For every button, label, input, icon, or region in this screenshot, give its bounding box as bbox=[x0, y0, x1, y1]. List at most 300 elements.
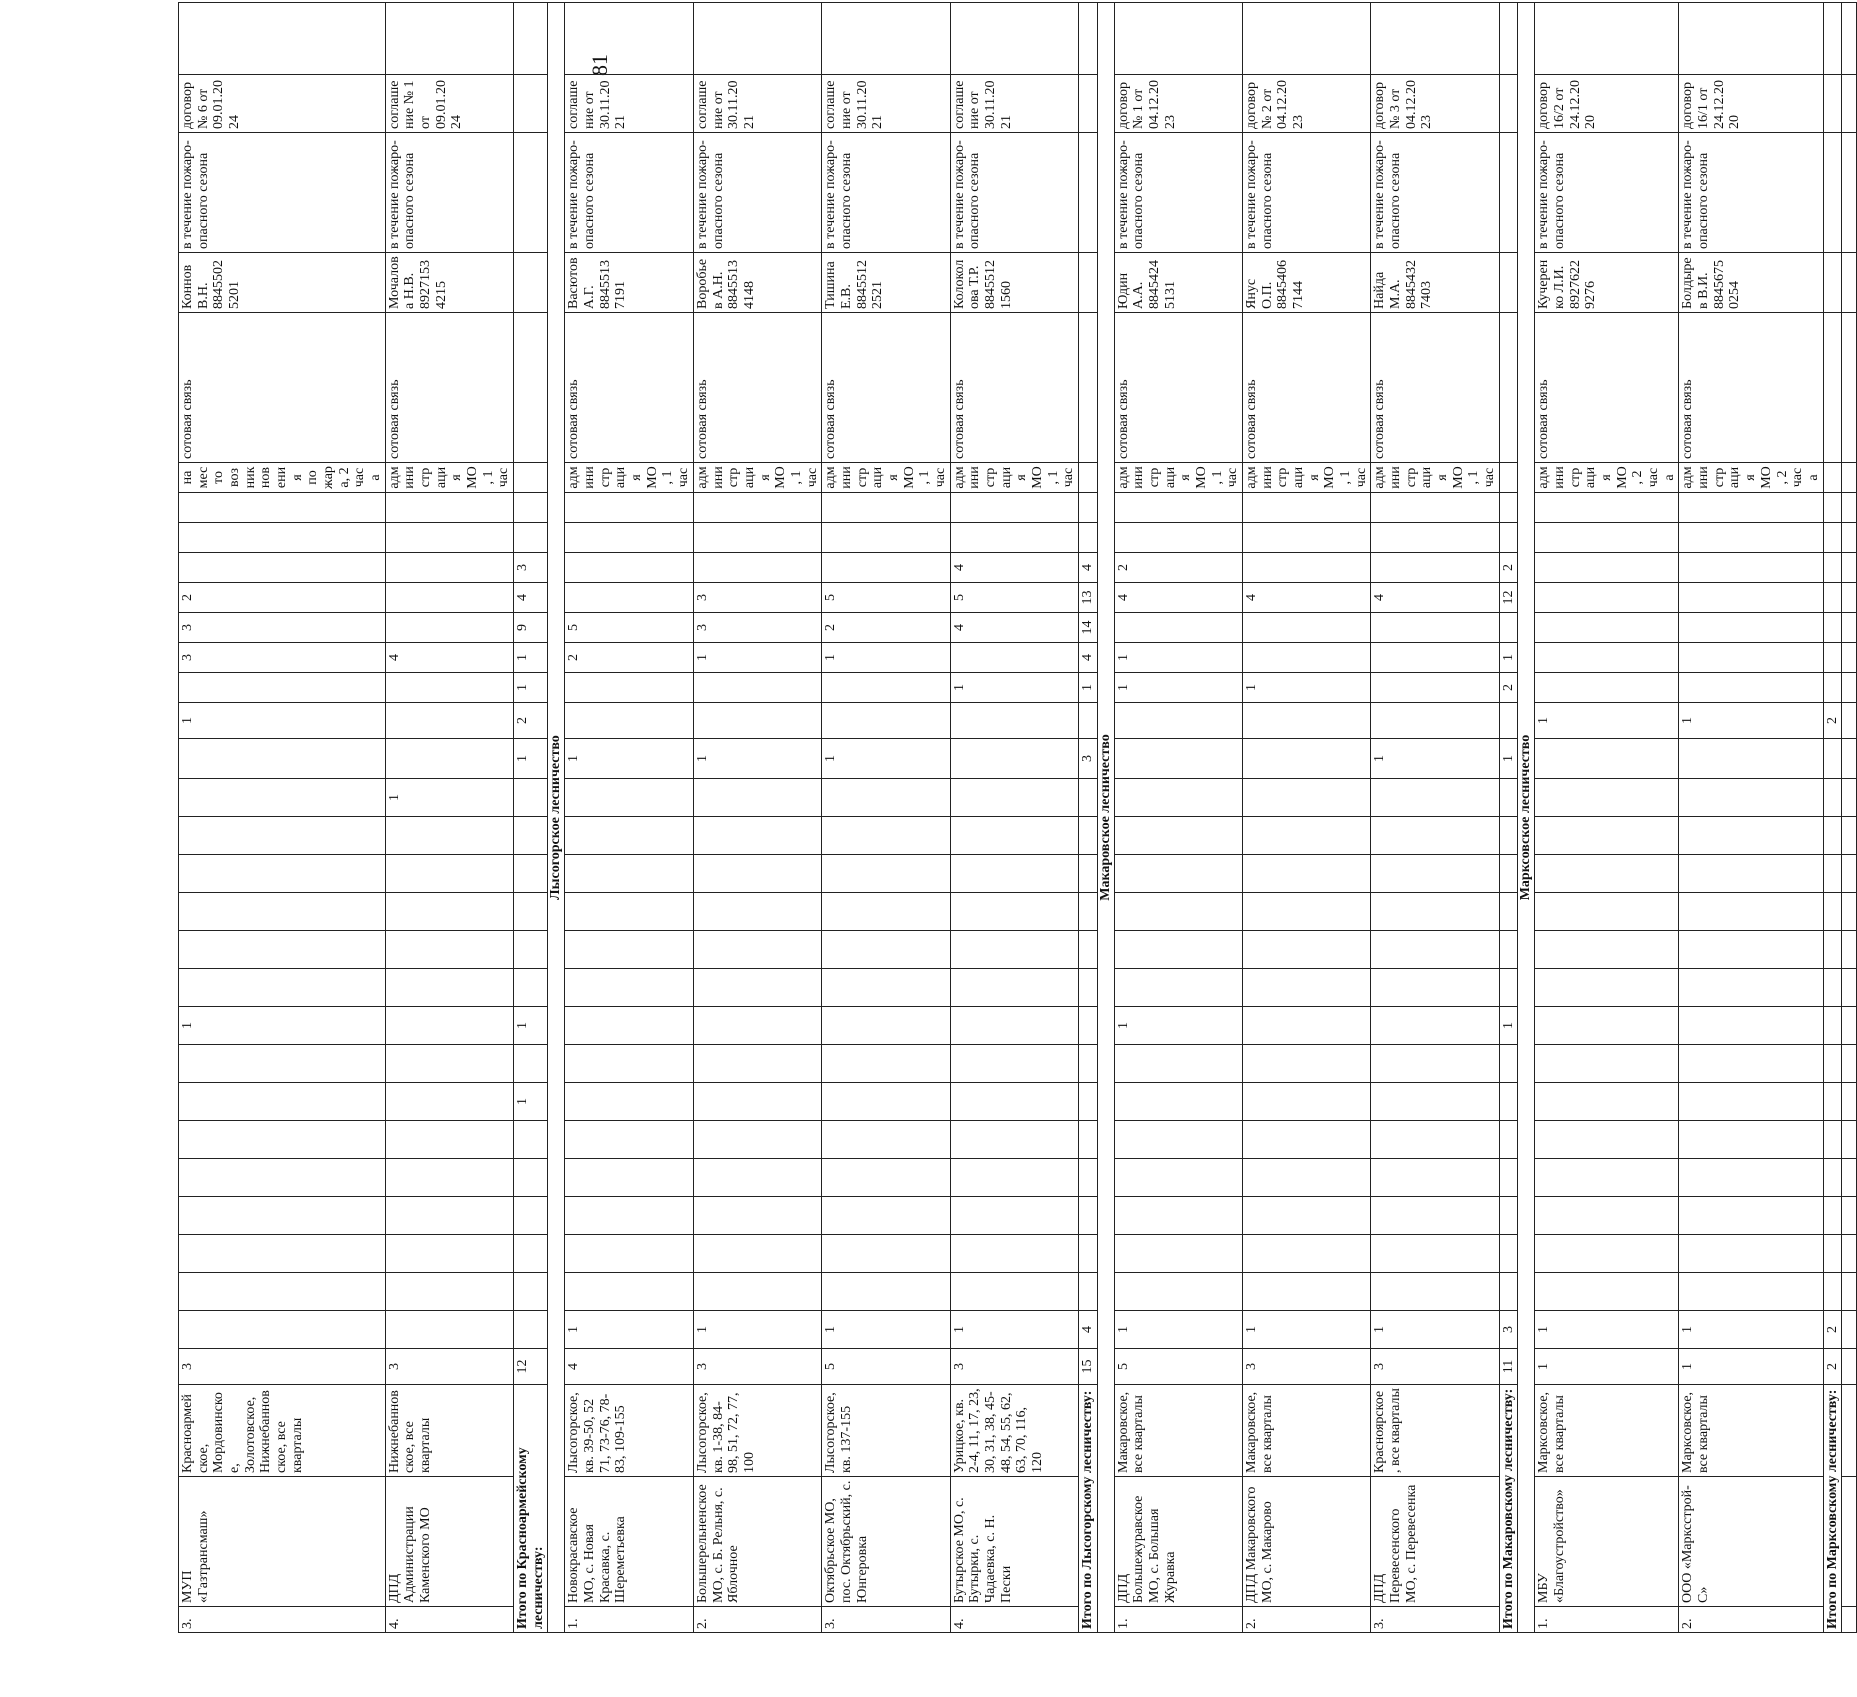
table-row bbox=[1078, 3, 1097, 1633]
count-cell bbox=[693, 1159, 821, 1197]
row-number: 2. bbox=[1243, 1607, 1371, 1633]
count-cell bbox=[950, 1159, 1078, 1197]
count-cell bbox=[565, 969, 693, 1007]
service-area: Красноармейское, Мордовинское, Золотовское, Нижнебанновское, все кварталы bbox=[179, 1385, 386, 1477]
count-cell: 5 bbox=[822, 1349, 950, 1385]
service-area: Урицкое, кв. 2-4, 11, 17, 23, 30, 31, 38, 45-48, 54, 55, 62, 63, 70, 116, 120 bbox=[950, 1385, 1078, 1477]
count-cell bbox=[693, 553, 821, 583]
count-cell bbox=[179, 553, 386, 583]
count-cell: 4 bbox=[514, 583, 548, 613]
count-cell bbox=[1078, 779, 1097, 817]
empty-cell bbox=[1679, 3, 1823, 75]
count-cell bbox=[385, 703, 513, 739]
count-cell bbox=[1371, 969, 1499, 1007]
count-cell bbox=[1114, 969, 1242, 1007]
count-cell bbox=[385, 1197, 513, 1235]
empty-cell bbox=[1842, 313, 1857, 463]
count-cell bbox=[1499, 1159, 1518, 1197]
forces-table bbox=[178, 2, 1857, 1633]
empty-cell bbox=[514, 313, 548, 463]
availability-period: в течение пожаро-опасного сезона bbox=[1114, 133, 1242, 253]
count-cell: 9 bbox=[514, 613, 548, 643]
count-cell: 4 bbox=[385, 643, 513, 673]
count-cell bbox=[514, 1159, 548, 1197]
responsible-person: Колоколова Т.Р. 88455121560 bbox=[950, 253, 1078, 313]
count-cell bbox=[693, 1235, 821, 1273]
count-cell bbox=[1371, 1235, 1499, 1273]
count-cell bbox=[1371, 1083, 1499, 1121]
count-cell bbox=[1243, 523, 1371, 553]
count-cell bbox=[1243, 1197, 1371, 1235]
count-cell bbox=[1679, 817, 1823, 855]
count-cell bbox=[1535, 817, 1679, 855]
count-cell bbox=[385, 739, 513, 779]
count-cell bbox=[822, 673, 950, 703]
availability-period: в течение пожаро-опасного сезона bbox=[950, 133, 1078, 253]
count-cell: 4 bbox=[1243, 583, 1371, 613]
count-cell bbox=[1535, 493, 1679, 523]
empty-cell bbox=[1823, 75, 1842, 133]
count-cell bbox=[1823, 739, 1842, 779]
count-cell bbox=[565, 673, 693, 703]
count-cell bbox=[693, 493, 821, 523]
count-cell bbox=[693, 1007, 821, 1045]
count-cell bbox=[385, 1007, 513, 1045]
count-cell bbox=[385, 855, 513, 893]
count-cell: 5 bbox=[565, 613, 693, 643]
count-cell bbox=[822, 779, 950, 817]
count-cell bbox=[1243, 1083, 1371, 1121]
empty-cell bbox=[514, 3, 548, 75]
count-cell bbox=[1243, 1159, 1371, 1197]
count-cell bbox=[1679, 1083, 1823, 1121]
count-cell: 3 bbox=[693, 1349, 821, 1385]
count-cell bbox=[1499, 523, 1518, 553]
count-cell bbox=[1535, 1197, 1679, 1235]
count-cell bbox=[1243, 779, 1371, 817]
count-cell bbox=[950, 1121, 1078, 1159]
count-cell bbox=[1823, 1083, 1842, 1121]
row-number: 3. bbox=[179, 1607, 386, 1633]
service-area: Макаровское, все кварталы bbox=[1114, 1385, 1242, 1477]
organization-name: ДПД Администрации Каменского МО bbox=[385, 1477, 513, 1607]
forestry-header: Макаровское лесничество bbox=[1097, 3, 1114, 1633]
count-cell bbox=[1499, 1083, 1518, 1121]
count-cell bbox=[1114, 1235, 1242, 1273]
agreement-document: соглашение от 30.11.2021 bbox=[822, 75, 950, 133]
empty-cell bbox=[693, 3, 821, 75]
empty-cell bbox=[1499, 463, 1518, 493]
count-cell bbox=[514, 779, 548, 817]
count-cell: 3 bbox=[693, 613, 821, 643]
agreement-document: соглашение от 30.11.2021 bbox=[565, 75, 693, 133]
count-cell: 3 bbox=[179, 1349, 386, 1385]
responsible-person: Юдин А.А. 88454245131 bbox=[1114, 253, 1242, 313]
empty-cell bbox=[1823, 133, 1842, 253]
count-cell bbox=[950, 1045, 1078, 1083]
count-cell bbox=[1243, 931, 1371, 969]
row-number: 2. bbox=[693, 1607, 821, 1633]
count-cell bbox=[1823, 1197, 1842, 1235]
count-cell bbox=[1823, 523, 1842, 553]
empty-cell bbox=[1842, 893, 1857, 931]
count-cell bbox=[1371, 613, 1499, 643]
empty-cell bbox=[1842, 643, 1857, 673]
count-cell bbox=[822, 703, 950, 739]
count-cell bbox=[950, 855, 1078, 893]
count-cell: 12 bbox=[1499, 583, 1518, 613]
count-cell bbox=[179, 1273, 386, 1311]
organization-name: МУП «Газтрансмаш» bbox=[179, 1477, 386, 1607]
count-cell bbox=[1499, 1273, 1518, 1311]
agreement-document: договор 16/1 от 24.12.2020 bbox=[1679, 75, 1823, 133]
count-cell bbox=[1114, 1045, 1242, 1083]
count-cell bbox=[385, 1121, 513, 1159]
count-cell bbox=[179, 1159, 386, 1197]
empty-cell bbox=[385, 3, 513, 75]
empty-cell bbox=[1842, 75, 1857, 133]
count-cell bbox=[385, 673, 513, 703]
count-cell: 1 bbox=[1243, 673, 1371, 703]
count-cell: 2 bbox=[822, 613, 950, 643]
empty-cell bbox=[1078, 75, 1097, 133]
table-row bbox=[1371, 3, 1499, 1633]
count-cell bbox=[1114, 739, 1242, 779]
count-cell bbox=[1371, 817, 1499, 855]
count-cell bbox=[514, 855, 548, 893]
count-cell bbox=[1499, 1045, 1518, 1083]
count-cell bbox=[1078, 817, 1097, 855]
count-cell bbox=[950, 779, 1078, 817]
count-cell: 1 bbox=[1679, 1311, 1823, 1349]
count-cell bbox=[1823, 1235, 1842, 1273]
count-cell bbox=[514, 1235, 548, 1273]
count-cell bbox=[565, 493, 693, 523]
count-cell bbox=[1535, 1045, 1679, 1083]
count-cell: 2 bbox=[514, 703, 548, 739]
count-cell bbox=[950, 1083, 1078, 1121]
count-cell bbox=[1114, 1273, 1242, 1311]
count-cell bbox=[179, 1083, 386, 1121]
count-cell bbox=[693, 1273, 821, 1311]
count-cell: 1 bbox=[822, 643, 950, 673]
empty-cell bbox=[1842, 1311, 1857, 1349]
empty-cell bbox=[1842, 673, 1857, 703]
empty-cell bbox=[1823, 313, 1842, 463]
empty-cell bbox=[565, 3, 693, 75]
count-cell: 3 bbox=[1499, 1311, 1518, 1349]
responsible-person: Янус О.П. 88454067144 bbox=[1243, 253, 1371, 313]
empty-cell bbox=[1842, 969, 1857, 1007]
table-row bbox=[1535, 3, 1679, 1633]
count-cell bbox=[1535, 1083, 1679, 1121]
count-cell bbox=[1371, 1159, 1499, 1197]
count-cell bbox=[1679, 1007, 1823, 1045]
count-cell bbox=[1371, 893, 1499, 931]
count-cell bbox=[1114, 703, 1242, 739]
arrival-destination: администрация МО, 1 час bbox=[1371, 463, 1499, 493]
count-cell: 5 bbox=[822, 583, 950, 613]
count-cell: 1 bbox=[1535, 703, 1679, 739]
count-cell bbox=[1243, 1007, 1371, 1045]
count-cell bbox=[385, 1235, 513, 1273]
count-cell bbox=[950, 643, 1078, 673]
count-cell bbox=[822, 523, 950, 553]
count-cell: 1 bbox=[514, 673, 548, 703]
count-cell bbox=[1823, 613, 1842, 643]
responsible-person: Найда М.А. 88454327403 bbox=[1371, 253, 1499, 313]
count-cell: 2 bbox=[1499, 673, 1518, 703]
count-cell bbox=[1535, 523, 1679, 553]
organization-name: ДПД Макаровского МО, с. Макарово bbox=[1243, 1477, 1371, 1607]
arrival-destination: администрация МО, 1 час bbox=[565, 463, 693, 493]
organization-name: Бутырское МО, с. Бутырки, с. Чадаевка, с. Н. Пески bbox=[950, 1477, 1078, 1607]
count-cell: 1 bbox=[1371, 1311, 1499, 1349]
count-cell bbox=[950, 703, 1078, 739]
count-cell bbox=[1078, 855, 1097, 893]
count-cell bbox=[1679, 1273, 1823, 1311]
count-cell bbox=[385, 1273, 513, 1311]
arrival-destination: администрация МО, 1 час bbox=[822, 463, 950, 493]
forestry-header: Лысогорское лесничество bbox=[548, 3, 565, 1633]
responsible-person: Болдырев В.И. 88456750254 bbox=[1679, 253, 1823, 313]
empty-cell bbox=[1842, 779, 1857, 817]
count-cell bbox=[1078, 1045, 1097, 1083]
count-cell bbox=[1078, 1273, 1097, 1311]
empty-cell bbox=[514, 463, 548, 493]
empty-cell bbox=[1842, 1273, 1857, 1311]
count-cell bbox=[1078, 893, 1097, 931]
table-row bbox=[1243, 3, 1371, 1633]
count-cell bbox=[693, 931, 821, 969]
empty-cell bbox=[1499, 133, 1518, 253]
communication-type: сотовая связь bbox=[1679, 313, 1823, 463]
count-cell bbox=[385, 493, 513, 523]
count-cell bbox=[1679, 1159, 1823, 1197]
responsible-person: Васютов А.Г. 88455137191 bbox=[565, 253, 693, 313]
empty-cell bbox=[1842, 613, 1857, 643]
count-cell bbox=[693, 893, 821, 931]
count-cell bbox=[1535, 931, 1679, 969]
count-cell bbox=[179, 855, 386, 893]
count-cell bbox=[1371, 703, 1499, 739]
row-number: 4. bbox=[385, 1607, 513, 1633]
empty-cell bbox=[1842, 133, 1857, 253]
count-cell: 4 bbox=[1078, 1311, 1097, 1349]
count-cell: 1 bbox=[1078, 673, 1097, 703]
count-cell bbox=[1078, 931, 1097, 969]
organization-name: ООО «Марксстрой-С» bbox=[1679, 1477, 1823, 1607]
count-cell bbox=[1114, 855, 1242, 893]
count-cell bbox=[514, 931, 548, 969]
count-cell bbox=[1243, 703, 1371, 739]
count-cell: 1 bbox=[1371, 739, 1499, 779]
count-cell bbox=[1823, 931, 1842, 969]
communication-type: сотовая связь bbox=[1114, 313, 1242, 463]
table-row bbox=[548, 3, 565, 1633]
count-cell bbox=[565, 1121, 693, 1159]
count-cell bbox=[514, 969, 548, 1007]
count-cell: 3 bbox=[1078, 739, 1097, 779]
rotated-table-container bbox=[178, 43, 1840, 1633]
empty-cell bbox=[1842, 931, 1857, 969]
count-cell bbox=[1243, 493, 1371, 523]
empty-cell bbox=[1842, 1349, 1857, 1385]
count-cell: 4 bbox=[1114, 583, 1242, 613]
count-cell: 2 bbox=[179, 583, 386, 613]
count-cell bbox=[565, 1083, 693, 1121]
count-cell: 1 bbox=[693, 1311, 821, 1349]
count-cell: 1 bbox=[950, 673, 1078, 703]
count-cell bbox=[1499, 931, 1518, 969]
total-label: Итого по Красноармейскому лесничеству: bbox=[514, 1385, 548, 1633]
count-cell bbox=[822, 1083, 950, 1121]
empty-cell bbox=[1842, 703, 1857, 739]
count-cell: 1 bbox=[385, 779, 513, 817]
empty-cell bbox=[1842, 463, 1857, 493]
count-cell bbox=[1823, 1159, 1842, 1197]
count-cell bbox=[693, 703, 821, 739]
count-cell bbox=[1823, 1007, 1842, 1045]
count-cell bbox=[693, 969, 821, 1007]
count-cell bbox=[1823, 1045, 1842, 1083]
empty-cell bbox=[1499, 313, 1518, 463]
count-cell bbox=[179, 523, 386, 553]
count-cell bbox=[1679, 969, 1823, 1007]
total-label: Итого по Лысогорскому лесничеству: bbox=[1078, 1385, 1097, 1633]
arrival-destination: на место возникновения пожара, 2 часа bbox=[179, 463, 386, 493]
count-cell bbox=[1535, 613, 1679, 643]
count-cell bbox=[179, 1197, 386, 1235]
count-cell bbox=[822, 855, 950, 893]
count-cell bbox=[1823, 583, 1842, 613]
table-row bbox=[514, 3, 548, 1633]
empty-cell bbox=[1078, 463, 1097, 493]
count-cell bbox=[1114, 893, 1242, 931]
organization-name: Октябрьское МО, пос. Октябрьский, с. Юнгеровка bbox=[822, 1477, 950, 1607]
count-cell bbox=[693, 1045, 821, 1083]
empty-cell bbox=[1842, 523, 1857, 553]
count-cell bbox=[1371, 779, 1499, 817]
count-cell bbox=[179, 1045, 386, 1083]
count-cell bbox=[1679, 739, 1823, 779]
count-cell bbox=[179, 1121, 386, 1159]
count-cell bbox=[822, 931, 950, 969]
count-cell bbox=[950, 817, 1078, 855]
count-cell: 14 bbox=[1078, 613, 1097, 643]
count-cell bbox=[1679, 931, 1823, 969]
count-cell bbox=[1823, 1273, 1842, 1311]
count-cell bbox=[1499, 703, 1518, 739]
availability-period: в течение пожаро-опасного сезона bbox=[385, 133, 513, 253]
communication-type: сотовая связь bbox=[950, 313, 1078, 463]
empty-cell bbox=[1823, 253, 1842, 313]
count-cell: 4 bbox=[950, 613, 1078, 643]
row-number: 1. bbox=[565, 1607, 693, 1633]
count-cell bbox=[1679, 523, 1823, 553]
service-area: Нижнебанновское, все кварталы bbox=[385, 1385, 513, 1477]
count-cell bbox=[693, 1197, 821, 1235]
organization-name: ДПД Большежуравское МО, с. Большая Журавка bbox=[1114, 1477, 1242, 1607]
count-cell bbox=[514, 493, 548, 523]
count-cell: 2 bbox=[1823, 1311, 1842, 1349]
count-cell: 1 bbox=[1499, 739, 1518, 779]
count-cell bbox=[1371, 643, 1499, 673]
agreement-document: договор № 1 от 04.12.2023 bbox=[1114, 75, 1242, 133]
arrival-destination: администрация МО, 1 час bbox=[385, 463, 513, 493]
count-cell bbox=[1078, 523, 1097, 553]
count-cell: 3 bbox=[385, 1349, 513, 1385]
count-cell bbox=[1243, 643, 1371, 673]
empty-cell bbox=[1499, 3, 1518, 75]
count-cell bbox=[1078, 1083, 1097, 1121]
count-cell bbox=[950, 739, 1078, 779]
empty-cell bbox=[1243, 3, 1371, 75]
empty-cell bbox=[179, 3, 386, 75]
empty-cell bbox=[1078, 133, 1097, 253]
count-cell bbox=[822, 493, 950, 523]
table-row bbox=[179, 3, 386, 1633]
count-cell bbox=[1535, 1007, 1679, 1045]
count-cell: 2 bbox=[1499, 553, 1518, 583]
empty-cell bbox=[1842, 1007, 1857, 1045]
count-cell: 1 bbox=[1114, 673, 1242, 703]
count-cell bbox=[1535, 779, 1679, 817]
communication-type: сотовая связь bbox=[822, 313, 950, 463]
count-cell bbox=[1114, 817, 1242, 855]
count-cell bbox=[1535, 1121, 1679, 1159]
count-cell bbox=[385, 1159, 513, 1197]
count-cell bbox=[1823, 893, 1842, 931]
count-cell bbox=[514, 1311, 548, 1349]
count-cell: 1 bbox=[1499, 1007, 1518, 1045]
count-cell bbox=[1114, 493, 1242, 523]
count-cell bbox=[385, 1045, 513, 1083]
availability-period: в течение пожаро-опасного сезона bbox=[1243, 133, 1371, 253]
count-cell bbox=[693, 1121, 821, 1159]
count-cell: 2 bbox=[1114, 553, 1242, 583]
count-cell bbox=[1535, 1235, 1679, 1273]
count-cell bbox=[1679, 493, 1823, 523]
row-number: 1. bbox=[1114, 1607, 1242, 1633]
count-cell: 1 bbox=[822, 1311, 950, 1349]
count-cell bbox=[1243, 613, 1371, 643]
count-cell bbox=[693, 673, 821, 703]
count-cell bbox=[179, 1235, 386, 1273]
table-row bbox=[1499, 3, 1518, 1633]
count-cell bbox=[179, 493, 386, 523]
count-cell: 1 bbox=[1114, 1311, 1242, 1349]
count-cell: 2 bbox=[1823, 703, 1842, 739]
count-cell: 3 bbox=[514, 553, 548, 583]
count-cell bbox=[1078, 1159, 1097, 1197]
count-cell bbox=[1371, 493, 1499, 523]
count-cell bbox=[822, 1121, 950, 1159]
count-cell bbox=[950, 969, 1078, 1007]
count-cell: 2 bbox=[565, 643, 693, 673]
availability-period: в течение пожаро-опасного сезона bbox=[1679, 133, 1823, 253]
count-cell: 1 bbox=[1535, 1349, 1679, 1385]
count-cell bbox=[1535, 1273, 1679, 1311]
count-cell bbox=[822, 817, 950, 855]
count-cell bbox=[1371, 931, 1499, 969]
arrival-destination: администрация МО, 1 час bbox=[1243, 463, 1371, 493]
count-cell: 12 bbox=[514, 1349, 548, 1385]
empty-cell bbox=[1842, 1045, 1857, 1083]
count-cell bbox=[950, 1273, 1078, 1311]
count-cell bbox=[1078, 1121, 1097, 1159]
organization-name: ДПД Перевесенского МО, с. Перевесенка bbox=[1371, 1477, 1499, 1607]
